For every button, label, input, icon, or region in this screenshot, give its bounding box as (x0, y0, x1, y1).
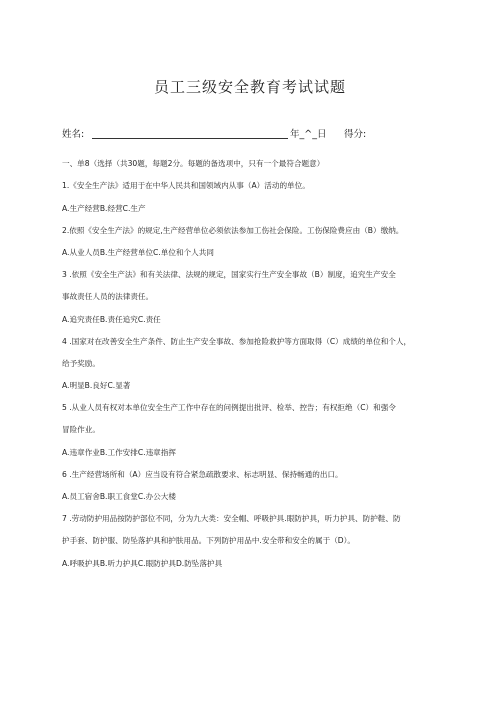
question-line: 冒险作业。 (62, 425, 100, 434)
question-line: 事故责任人员的法律责任。 (62, 292, 154, 301)
page-title: 员工三级安全教育考试试题 (153, 78, 346, 96)
option-line: A.呼吸护具B.听力护具C.眼防护具D.防坠落护具 (62, 559, 223, 568)
option-line: A.明显B.良好C.显著 (62, 381, 131, 390)
name-label: 姓名: (62, 129, 85, 140)
section-heading: 一、单8（选择（共30题，每题2分。每题的备选项中，只有一个最符合题意） (62, 159, 325, 168)
info-row (62, 126, 442, 142)
option-line: A.违章作业B.工作安排C.违章指挥 (62, 448, 176, 457)
question-line: 7 .劳动防护用品按防护部位不同，分为九大类：安全帽、呼吸护具.眼防护具，听力护具、防护鞋、防 (62, 514, 401, 523)
question-line: 6 .生产经营场所和（A）应当设有符合紧急疏散要求、标志明显、保持畅通的出口。 (62, 470, 343, 479)
option-line: A.追究责任B.责任追究C.责任 (62, 315, 161, 324)
question-line: 1.《安全生产法》适用于在中华人民共和国领域内从事（A）活动的单位。 (62, 181, 310, 190)
question-line: 给予奖励。 (62, 359, 100, 368)
option-line: A.生产经营B.经营C.生产 (62, 204, 146, 213)
date-label: 年_^_日 (290, 129, 327, 140)
name-underline (92, 138, 288, 139)
option-line: A.员工宿舍B.职工食堂C.办公大楼 (62, 492, 176, 501)
question-line: 5 .从业人员有权对本单位安全生产工作中存在的问例提出批评、检举、控告；有权拒绝（C）和强令 (62, 403, 396, 412)
question-line: 护手套、防护服、防坠落护具和护肤用品。下列防护用品中.安全带和安全的属于（D）。 (62, 536, 356, 545)
question-line: 4 .国家对在改善安全生产条件、防止生产安全事故、参加抢险救护等方面取得（C）成绩的单位和个人， (62, 337, 412, 346)
option-line: A.从业人员B.生产经营单位C.单位和个人共同 (62, 248, 214, 257)
score-label: 得分: (344, 129, 367, 140)
question-line: 2.依照《安全生产法》的规定,生产经营单位必须依法参加工伤社会保险。工伤保险费应由（B）缴纳。 (62, 226, 404, 235)
question-line: 3 .依照《安全生产法》和有关法律、法规的规定，国家实行生产安全事故（B）制度，追究生产安全 (62, 270, 396, 279)
